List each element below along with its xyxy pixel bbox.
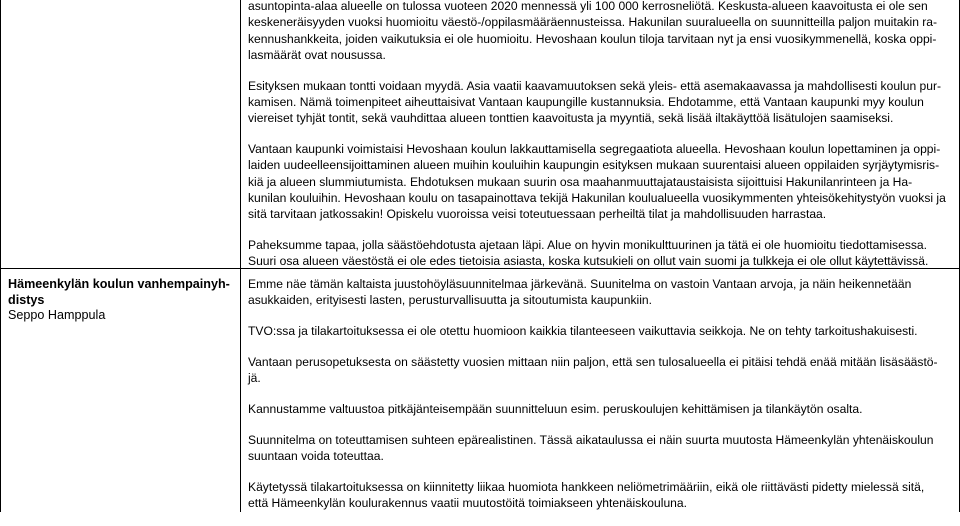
text-line: TVO:ssa ja tilakartoituksessa ei ole otettu huomioon kaikkia tilanteeseen vaikuttavia seikkoja. Ne on tehty tarkoitushakuisesti. [248, 324, 918, 339]
text-line: Hämeenkylän koulun vanhempainyh- [8, 277, 230, 291]
text-line: että Hämeenkylän koulurakennus vaatii muutostöitä toimiakseen yhtenäiskouluna. [248, 496, 687, 511]
text-line: asuntopinta-alaa alueelle on tulossa vuoteen 2020 mennessä yli 100 000 kerrosneliötä. Keskusta-alueen kaavoitusta ei ole sen [248, 0, 928, 13]
text-line: laiden uudeelleensijoittaminen alueen muihin kouluihin kaupungin esityksen mukaan suurentaisi alueen oppilaiden syrjäytymisris- [248, 158, 940, 173]
respondent-organization [8, 277, 232, 308]
text-line: viereiset tyhjät tontit, sekä vauhdittaa alueen tonttien kaavoitusta ja myyntiä, sekä lisää iltakäyttöä lisätulojen saamiseksi. [248, 111, 894, 126]
respondent-cell [8, 277, 232, 324]
text-line: Suunnitelma on toteuttamisen suhteen epärealistinen. Tässä aikataulussa ei näin suurta muutosta Hämeenkylän yhtenäiskoulun [248, 432, 934, 447]
top-row-text [248, 0, 956, 284]
text-line: lasmäärät ovat nousussa. [248, 47, 386, 62]
paragraph [248, 78, 956, 127]
text-line: distys [8, 292, 45, 307]
text-line: kunilan kouluihin. Hevoshaan koulu on tasapainottava tekijä Hakunilan koulualueella vuosikymmenten yhteisökehitystyön vuoksi ja [248, 190, 946, 205]
text-line: sitä tarvitaan jatkossakin! Opiskelu vuoroissa veisi toteutuessaan perheiltä tilat ja mahdollisuuden harrastaa. [248, 207, 827, 222]
text-line: Emme näe tämän kaltaista juustohöyläsuunnitelmaa järkevänä. Suunitelma on vastoin Vantaan arvoja, ja näin heikennetään [248, 277, 912, 291]
paragraph [248, 354, 956, 387]
paragraph [248, 0, 956, 63]
table-column-divider [240, 0, 241, 512]
paragraph [248, 432, 956, 465]
paragraph [248, 141, 956, 222]
paragraph [248, 323, 956, 339]
text-line: Vantaan kaupunki voimistaisi Hevoshaan koulun lakkauttamisella segregaatiota alueella. Hevoshaan koulun lopettaminen ja oppi- [248, 142, 941, 157]
table-border-left [0, 0, 1, 512]
paragraph [248, 276, 956, 309]
text-line: Suuri osa alueen väestöstä ei ole edes tietoisia asiasta, koska kutsukieli on ollut vain suomi ja tulkkeja ei ole ollut käytettävissä. [248, 254, 929, 269]
paragraph [248, 479, 956, 512]
text-line: Paheksumme tapaa, jolla säästöehdotusta ajetaan läpi. Alue on hyvin monikulttuurinen ja tätä ei ole huomioitu tiedottamisessa. [248, 238, 928, 253]
text-line: Käytetyssä tilakartoituksessa on kiinnitetty liikaa huomiota hankkeen neliömetrimääriin, eikä ole riittävästi pidetty mielessä sitä, [248, 479, 925, 494]
text-line: keskeneräisyyden vuoksi huomioitu väestö-/oppilasmääräennusteissa. Hakunilan suuralueella on suunnitteilla paljon muitakin ra- [248, 15, 938, 30]
text-line: asukkaiden, erityisesti lasten, perusturvallisuutta ja sitoutumista kaupunkiin. [248, 293, 653, 308]
paragraph [248, 237, 956, 270]
text-line: jä. [248, 371, 261, 386]
text-line: kennushankkeita, joiden vaikutuksia ei ole huomioitu. Hevoshaan koulun tiloja tarvitaan nyt ja ensi vuosikymmenellä, koska oppi- [248, 31, 937, 46]
text-line: Vantaan perusopetuksesta on säästetty vuosien mittaan niin paljon, että sen tulosalueella ei pitäisi tehdä enää mitään lisäsäästö- [248, 354, 938, 369]
text-line: Esityksen mukaan tontti voidaan myydä. Asia vaatii kaavamuutoksen sekä yleis- että asemakaavassa ja mahdollisesti koulun pur- [248, 78, 942, 93]
respondent-person: Seppo Hamppula [8, 308, 106, 323]
text-line: suuntaan voida toteuttaa. [248, 449, 384, 464]
text-line: kiä ja alueen slummiutumista. Ehdotuksen mukaan suurin osa maahanmuuttajataustaisista sijoittuisi Hakunilanrinteen ja Ha- [248, 174, 913, 189]
text-line: Kannustamme valtuustoa pitkäjänteisempään suunnitteluun esim. peruskoulujen kehittämisen ja tilankäytön osalta. [248, 401, 863, 416]
paragraph [248, 401, 956, 417]
text-line: kamisen. Nämä toimenpiteet aiheuttaisivat Vantaan kaupungille kustannuksia. Ehdotamme, että Vantaan kaupunki myy koulun [248, 94, 924, 109]
statement-cell [248, 276, 956, 526]
